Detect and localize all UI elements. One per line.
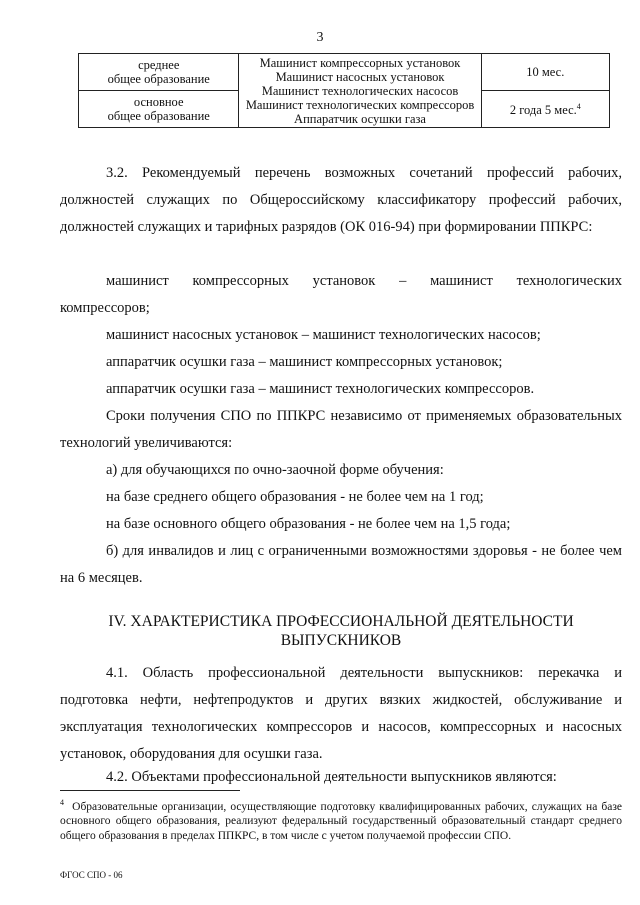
footnote-ref: 4 bbox=[576, 102, 581, 112]
section-3-2-paragraph: 3.2. Рекомендуемый перечень возможных сочетаний профессий рабочих, должностей служащих по Общероссийскому классификатору профессий рабочих, должностей служащих и тарифных разрядов (ОК 016-94) при формировании ППКРС: bbox=[60, 165, 622, 235]
combination-item: аппаратчик осушки газа – машинист технологических компрессоров. bbox=[106, 381, 535, 397]
section-4-heading-line: IV. ХАРАКТЕРИСТИКА ПРОФЕССИОНАЛЬНОЙ ДЕЯТЕЛЬНОСТИ bbox=[108, 613, 574, 630]
terms-item-a1: на базе среднего общего образования - не более чем на 1 год; bbox=[106, 489, 484, 505]
table-row bbox=[79, 54, 610, 91]
document-footer: ФГОС СПО - 06 bbox=[60, 870, 123, 880]
term-value: 2 года 5 мес. bbox=[509, 103, 577, 118]
footnote-text: Образовательные организации, осуществляющие подготовку квалифицированных рабочих, служащих на базе основного общего образования, реализуют федеральный государственный образовательный стандарт среднего общего образования в пределах ППКРС, в том числе с учетом получаемой профессии СПО. bbox=[60, 800, 622, 842]
section-4-1-paragraph: 4.1. Область профессиональной деятельности выпускников: перекачка и подготовка нефти, нефтепродуктов и других вязких жидкостей, обслуживание и эксплуатация технологических компрессоров и насосов, компрессорных и насосных установок, оборудования для осушки газа. bbox=[60, 665, 622, 762]
term-cell bbox=[481, 91, 609, 128]
page-number: 3 bbox=[316, 30, 324, 45]
section-4-heading-line: ВЫПУСКНИКОВ bbox=[280, 632, 402, 649]
professions-cell: Машинист компрессорных установок Машинист насосных установок Машинист технологических насосов Машинист технологических компрессоров Аппаратчик осушки газа bbox=[239, 54, 481, 128]
footnote-mark: 4 bbox=[60, 798, 64, 807]
duration-table bbox=[78, 53, 610, 128]
education-level-cell: основное общее образование bbox=[79, 91, 239, 128]
terms-item-a2: на базе основного общего образования - не более чем на 1,5 года; bbox=[106, 516, 511, 532]
section-4-2-paragraph: 4.2. Объектами профессиональной деятельности выпускников являются: bbox=[106, 769, 557, 785]
education-level-cell: среднее общее образование bbox=[79, 54, 239, 91]
terms-item-b: б) для инвалидов и лиц с ограниченными возможностями здоровья - не более чем на 6 месяцев. bbox=[60, 543, 622, 586]
section-4-heading bbox=[60, 612, 622, 650]
terms-intro-paragraph: Сроки получения СПО по ППКРС независимо от применяемых образовательных технологий увеличиваются: bbox=[60, 408, 622, 451]
footnote bbox=[60, 796, 622, 843]
term-cell: 10 мес. bbox=[481, 54, 609, 91]
footnote-divider bbox=[60, 790, 240, 791]
combination-item-continued: компрессоров; bbox=[60, 300, 150, 316]
terms-item-a: а) для обучающихся по очно-заочной форме обучения: bbox=[106, 462, 444, 478]
combination-item: машинист компрессорных установок – машинист технологических bbox=[106, 273, 622, 289]
combination-item: машинист насосных установок – машинист технологических насосов; bbox=[106, 327, 541, 343]
combination-item: аппаратчик осушки газа – машинист компрессорных установок; bbox=[106, 354, 503, 370]
